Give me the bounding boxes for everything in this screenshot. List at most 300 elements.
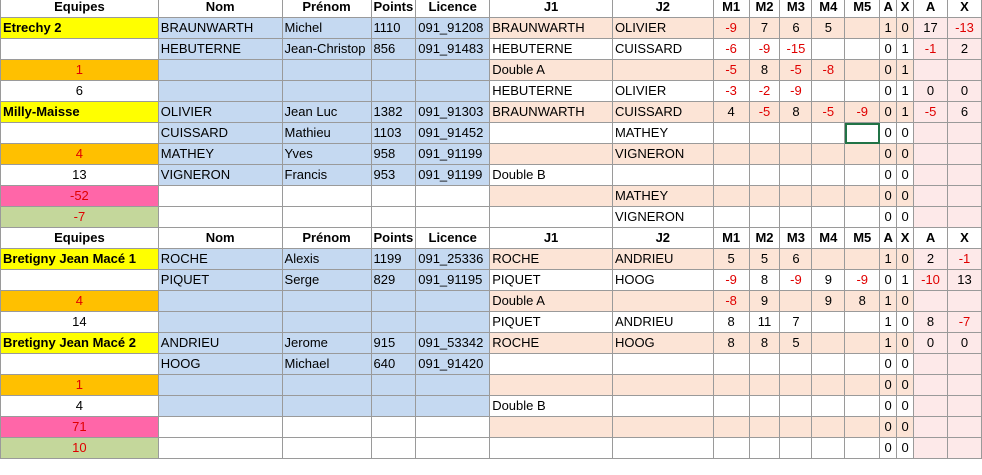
player-nom[interactable]: BRAUNWARTH: [158, 18, 282, 39]
manche-score[interactable]: 7: [749, 18, 780, 39]
manche-score[interactable]: -3: [713, 81, 749, 102]
match-j1[interactable]: PIQUET: [490, 270, 613, 291]
manche-score[interactable]: [713, 396, 749, 417]
result-a[interactable]: 0: [880, 60, 897, 81]
cell[interactable]: [371, 186, 416, 207]
player-prenom[interactable]: Michel: [282, 18, 371, 39]
column-header[interactable]: M1: [713, 0, 749, 18]
total-a[interactable]: -1: [914, 39, 948, 60]
player-prenom[interactable]: [282, 60, 371, 81]
match-j2[interactable]: VIGNERON: [612, 144, 713, 165]
cell[interactable]: [282, 438, 371, 459]
player-prenom[interactable]: Yves: [282, 144, 371, 165]
column-header[interactable]: M4: [812, 0, 845, 18]
team-points[interactable]: 4: [1, 396, 159, 417]
manche-score[interactable]: [749, 354, 780, 375]
player-prenom[interactable]: Alexis: [282, 249, 371, 270]
match-j1[interactable]: [490, 375, 613, 396]
manche-score[interactable]: [780, 438, 812, 459]
result-a[interactable]: 0: [880, 438, 897, 459]
match-j2[interactable]: [612, 291, 713, 312]
cell[interactable]: [282, 186, 371, 207]
player-nom[interactable]: [158, 60, 282, 81]
column-header[interactable]: Prénom: [282, 0, 371, 18]
player-prenom[interactable]: [282, 312, 371, 333]
cell[interactable]: [1, 39, 159, 60]
result-a[interactable]: 1: [880, 333, 897, 354]
manche-score[interactable]: [845, 18, 880, 39]
manche-score[interactable]: [780, 291, 812, 312]
manche-score[interactable]: -2: [749, 81, 780, 102]
manche-score[interactable]: 5: [713, 249, 749, 270]
manche-score[interactable]: [780, 354, 812, 375]
player-prenom[interactable]: Jerome: [282, 333, 371, 354]
player-points[interactable]: 953: [371, 165, 416, 186]
player-nom[interactable]: ANDRIEU: [158, 333, 282, 354]
player-prenom[interactable]: Serge: [282, 270, 371, 291]
player-nom[interactable]: PIQUET: [158, 270, 282, 291]
manche-score[interactable]: -6: [713, 39, 749, 60]
match-j2[interactable]: MATHEY: [612, 186, 713, 207]
player-points[interactable]: 915: [371, 333, 416, 354]
manche-score[interactable]: 5: [780, 333, 812, 354]
column-header[interactable]: M1: [713, 228, 749, 249]
column-header[interactable]: Prénom: [282, 228, 371, 249]
manche-score[interactable]: [749, 417, 780, 438]
match-j1[interactable]: Double A: [490, 291, 613, 312]
player-licence[interactable]: 091_91195: [416, 270, 490, 291]
result-a[interactable]: 0: [880, 354, 897, 375]
column-header[interactable]: M2: [749, 228, 780, 249]
cell[interactable]: [1, 123, 159, 144]
manche-score[interactable]: [845, 60, 880, 81]
manche-score[interactable]: -8: [713, 291, 749, 312]
total-x[interactable]: [947, 354, 981, 375]
cell[interactable]: [416, 186, 490, 207]
match-j2[interactable]: ANDRIEU: [612, 249, 713, 270]
player-licence[interactable]: [416, 396, 490, 417]
total-x[interactable]: [947, 375, 981, 396]
manche-score[interactable]: [713, 165, 749, 186]
player-points[interactable]: [371, 81, 416, 102]
total-x[interactable]: [947, 186, 981, 207]
result-x[interactable]: 0: [897, 249, 914, 270]
manche-score[interactable]: [845, 396, 880, 417]
player-points[interactable]: 640: [371, 354, 416, 375]
manche-score[interactable]: -9: [780, 270, 812, 291]
result-a[interactable]: 0: [880, 165, 897, 186]
player-prenom[interactable]: Jean Luc: [282, 102, 371, 123]
score-diff[interactable]: 10: [1, 438, 159, 459]
column-header[interactable]: Points: [371, 228, 416, 249]
column-header[interactable]: X: [897, 0, 914, 18]
player-nom[interactable]: [158, 81, 282, 102]
player-points[interactable]: 829: [371, 270, 416, 291]
manche-score[interactable]: [749, 375, 780, 396]
result-a[interactable]: 0: [880, 375, 897, 396]
result-a[interactable]: 1: [880, 18, 897, 39]
total-x[interactable]: 6: [947, 102, 981, 123]
column-header[interactable]: M5: [845, 228, 880, 249]
match-j2[interactable]: VIGNERON: [612, 207, 713, 228]
result-x[interactable]: 0: [897, 354, 914, 375]
manche-score[interactable]: [812, 144, 845, 165]
total-a[interactable]: [914, 186, 948, 207]
manche-score[interactable]: [780, 123, 812, 144]
total-x[interactable]: [947, 60, 981, 81]
player-points[interactable]: 958: [371, 144, 416, 165]
manche-score[interactable]: [812, 186, 845, 207]
manche-score[interactable]: 9: [749, 291, 780, 312]
match-j2[interactable]: [612, 375, 713, 396]
match-j1[interactable]: [490, 144, 613, 165]
column-header[interactable]: J1: [490, 0, 613, 18]
cell[interactable]: [158, 417, 282, 438]
result-x[interactable]: 1: [897, 39, 914, 60]
cell[interactable]: [416, 417, 490, 438]
manche-score[interactable]: [812, 312, 845, 333]
column-header[interactable]: Equipes: [1, 228, 159, 249]
total-x[interactable]: [947, 396, 981, 417]
match-j2[interactable]: [612, 60, 713, 81]
total-x[interactable]: 13: [947, 270, 981, 291]
total-x[interactable]: -13: [947, 18, 981, 39]
player-licence[interactable]: 091_53342: [416, 333, 490, 354]
match-j2[interactable]: MATHEY: [612, 123, 713, 144]
result-a[interactable]: 0: [880, 207, 897, 228]
player-prenom[interactable]: [282, 291, 371, 312]
match-j2[interactable]: OLIVIER: [612, 81, 713, 102]
manche-score[interactable]: [780, 207, 812, 228]
column-header[interactable]: M3: [780, 228, 812, 249]
match-j1[interactable]: Double B: [490, 396, 613, 417]
player-prenom[interactable]: [282, 396, 371, 417]
column-header[interactable]: M2: [749, 0, 780, 18]
player-points[interactable]: 1199: [371, 249, 416, 270]
column-header[interactable]: M5: [845, 0, 880, 18]
team-score[interactable]: 4: [1, 144, 159, 165]
cell[interactable]: [282, 207, 371, 228]
manche-score[interactable]: [749, 123, 780, 144]
manche-score[interactable]: 5: [749, 249, 780, 270]
player-points[interactable]: [371, 396, 416, 417]
player-licence[interactable]: 091_91199: [416, 144, 490, 165]
manche-score[interactable]: [780, 417, 812, 438]
result-x[interactable]: 0: [897, 438, 914, 459]
player-licence[interactable]: 091_91483: [416, 39, 490, 60]
match-j2[interactable]: CUISSARD: [612, 39, 713, 60]
total-a[interactable]: [914, 291, 948, 312]
result-a[interactable]: 1: [880, 291, 897, 312]
manche-score[interactable]: [845, 312, 880, 333]
manche-score[interactable]: -5: [780, 60, 812, 81]
cell[interactable]: [416, 207, 490, 228]
manche-score[interactable]: 4: [713, 102, 749, 123]
manche-score[interactable]: -8: [812, 60, 845, 81]
manche-score[interactable]: 6: [780, 249, 812, 270]
match-j1[interactable]: Double B: [490, 165, 613, 186]
total-a[interactable]: [914, 417, 948, 438]
result-x[interactable]: 1: [897, 102, 914, 123]
manche-score[interactable]: [749, 207, 780, 228]
total-x[interactable]: [947, 207, 981, 228]
match-j1[interactable]: PIQUET: [490, 312, 613, 333]
manche-score[interactable]: [780, 396, 812, 417]
player-licence[interactable]: [416, 375, 490, 396]
manche-score[interactable]: [749, 396, 780, 417]
total-a[interactable]: [914, 165, 948, 186]
player-points[interactable]: 1110: [371, 18, 416, 39]
match-j2[interactable]: [612, 165, 713, 186]
total-a[interactable]: 2: [914, 249, 948, 270]
match-j1[interactable]: ROCHE: [490, 333, 613, 354]
player-points[interactable]: 1103: [371, 123, 416, 144]
team-name[interactable]: Etrechy 2: [1, 18, 159, 39]
result-a[interactable]: 0: [880, 417, 897, 438]
score-diff[interactable]: -52: [1, 186, 159, 207]
player-points[interactable]: 1382: [371, 102, 416, 123]
player-licence[interactable]: [416, 291, 490, 312]
match-j2[interactable]: [612, 417, 713, 438]
manche-score[interactable]: -5: [812, 102, 845, 123]
column-header[interactable]: J2: [612, 228, 713, 249]
result-x[interactable]: 0: [897, 207, 914, 228]
total-x[interactable]: 2: [947, 39, 981, 60]
column-header[interactable]: Licence: [416, 0, 490, 18]
manche-score[interactable]: [749, 144, 780, 165]
result-a[interactable]: 0: [880, 396, 897, 417]
player-points[interactable]: [371, 375, 416, 396]
player-licence[interactable]: [416, 312, 490, 333]
manche-score[interactable]: [713, 186, 749, 207]
team-score[interactable]: 1: [1, 375, 159, 396]
manche-score[interactable]: 8: [749, 60, 780, 81]
column-header[interactable]: J1: [490, 228, 613, 249]
manche-score[interactable]: [713, 438, 749, 459]
manche-score[interactable]: [780, 165, 812, 186]
total-a[interactable]: 0: [914, 333, 948, 354]
manche-score[interactable]: 9: [812, 291, 845, 312]
match-j1[interactable]: BRAUNWARTH: [490, 18, 613, 39]
manche-score[interactable]: -5: [713, 60, 749, 81]
team-name[interactable]: Bretigny Jean Macé 1: [1, 249, 159, 270]
result-a[interactable]: 0: [880, 81, 897, 102]
column-header[interactable]: Equipes: [1, 0, 159, 18]
column-header[interactable]: X: [947, 228, 981, 249]
cell[interactable]: [416, 438, 490, 459]
match-j1[interactable]: HEBUTERNE: [490, 81, 613, 102]
column-header[interactable]: A: [880, 0, 897, 18]
manche-score[interactable]: [749, 165, 780, 186]
manche-score[interactable]: [845, 165, 880, 186]
total-a[interactable]: [914, 438, 948, 459]
manche-score[interactable]: [749, 186, 780, 207]
manche-score[interactable]: 8: [845, 291, 880, 312]
total-a[interactable]: [914, 123, 948, 144]
cell[interactable]: [158, 207, 282, 228]
player-points[interactable]: [371, 60, 416, 81]
result-x[interactable]: 0: [897, 123, 914, 144]
column-header[interactable]: X: [897, 228, 914, 249]
match-j1[interactable]: [490, 207, 613, 228]
column-header[interactable]: Nom: [158, 0, 282, 18]
manche-score[interactable]: [713, 123, 749, 144]
match-j2[interactable]: OLIVIER: [612, 18, 713, 39]
match-j1[interactable]: [490, 186, 613, 207]
match-j1[interactable]: ROCHE: [490, 249, 613, 270]
total-a[interactable]: [914, 144, 948, 165]
manche-score[interactable]: [845, 186, 880, 207]
result-x[interactable]: 0: [897, 186, 914, 207]
result-a[interactable]: 1: [880, 312, 897, 333]
manche-score[interactable]: -9: [749, 39, 780, 60]
result-x[interactable]: 0: [897, 396, 914, 417]
manche-score[interactable]: [845, 333, 880, 354]
column-header[interactable]: Points: [371, 0, 416, 18]
total-x[interactable]: [947, 291, 981, 312]
manche-score[interactable]: 5: [812, 18, 845, 39]
manche-score[interactable]: [845, 123, 880, 144]
result-a[interactable]: 0: [880, 186, 897, 207]
total-a[interactable]: -5: [914, 102, 948, 123]
match-j1[interactable]: [490, 123, 613, 144]
team-name[interactable]: Milly-Maisse: [1, 102, 159, 123]
manche-score[interactable]: [812, 396, 845, 417]
manche-score[interactable]: [749, 438, 780, 459]
total-a[interactable]: 8: [914, 312, 948, 333]
column-header[interactable]: A: [914, 0, 948, 18]
column-header[interactable]: X: [947, 0, 981, 18]
player-nom[interactable]: OLIVIER: [158, 102, 282, 123]
player-licence[interactable]: 091_91303: [416, 102, 490, 123]
result-a[interactable]: 0: [880, 144, 897, 165]
player-licence[interactable]: 091_91199: [416, 165, 490, 186]
manche-score[interactable]: [713, 207, 749, 228]
manche-score[interactable]: [812, 438, 845, 459]
manche-score[interactable]: [845, 249, 880, 270]
manche-score[interactable]: [780, 375, 812, 396]
manche-score[interactable]: 7: [780, 312, 812, 333]
manche-score[interactable]: [845, 375, 880, 396]
manche-score[interactable]: [845, 207, 880, 228]
match-j1[interactable]: [490, 438, 613, 459]
manche-score[interactable]: -9: [713, 18, 749, 39]
player-nom[interactable]: [158, 291, 282, 312]
total-a[interactable]: 0: [914, 81, 948, 102]
total-x[interactable]: [947, 417, 981, 438]
manche-score[interactable]: [713, 417, 749, 438]
match-j1[interactable]: HEBUTERNE: [490, 39, 613, 60]
total-a[interactable]: -10: [914, 270, 948, 291]
player-nom[interactable]: ROCHE: [158, 249, 282, 270]
column-header[interactable]: J2: [612, 0, 713, 18]
manche-score[interactable]: [812, 81, 845, 102]
match-j1[interactable]: [490, 354, 613, 375]
result-x[interactable]: 0: [897, 291, 914, 312]
match-j2[interactable]: [612, 396, 713, 417]
team-points[interactable]: 6: [1, 81, 159, 102]
match-j1[interactable]: BRAUNWARTH: [490, 102, 613, 123]
manche-score[interactable]: [713, 354, 749, 375]
score-diff[interactable]: 71: [1, 417, 159, 438]
match-j2[interactable]: HOOG: [612, 270, 713, 291]
manche-score[interactable]: [845, 354, 880, 375]
manche-score[interactable]: [780, 144, 812, 165]
player-licence[interactable]: [416, 81, 490, 102]
result-x[interactable]: 0: [897, 417, 914, 438]
match-j2[interactable]: ANDRIEU: [612, 312, 713, 333]
manche-score[interactable]: [845, 417, 880, 438]
total-a[interactable]: 17: [914, 18, 948, 39]
player-points[interactable]: [371, 312, 416, 333]
player-licence[interactable]: 091_91420: [416, 354, 490, 375]
total-a[interactable]: [914, 396, 948, 417]
result-a[interactable]: 0: [880, 102, 897, 123]
manche-score[interactable]: 8: [713, 333, 749, 354]
total-x[interactable]: [947, 144, 981, 165]
manche-score[interactable]: [812, 165, 845, 186]
player-prenom[interactable]: Francis: [282, 165, 371, 186]
manche-score[interactable]: 9: [812, 270, 845, 291]
result-a[interactable]: 0: [880, 123, 897, 144]
result-x[interactable]: 1: [897, 270, 914, 291]
player-prenom[interactable]: Michael: [282, 354, 371, 375]
manche-score[interactable]: -9: [845, 270, 880, 291]
total-a[interactable]: [914, 375, 948, 396]
score-diff[interactable]: -7: [1, 207, 159, 228]
total-x[interactable]: [947, 438, 981, 459]
manche-score[interactable]: 8: [749, 333, 780, 354]
manche-score[interactable]: 6: [780, 18, 812, 39]
cell[interactable]: [158, 438, 282, 459]
team-points[interactable]: 13: [1, 165, 159, 186]
player-licence[interactable]: 091_91452: [416, 123, 490, 144]
manche-score[interactable]: [812, 39, 845, 60]
match-j2[interactable]: CUISSARD: [612, 102, 713, 123]
total-x[interactable]: [947, 123, 981, 144]
total-a[interactable]: [914, 207, 948, 228]
column-header[interactable]: Nom: [158, 228, 282, 249]
player-licence[interactable]: [416, 60, 490, 81]
team-score[interactable]: 4: [1, 291, 159, 312]
column-header[interactable]: Licence: [416, 228, 490, 249]
manche-score[interactable]: [812, 375, 845, 396]
manche-score[interactable]: 11: [749, 312, 780, 333]
column-header[interactable]: A: [914, 228, 948, 249]
cell[interactable]: [1, 270, 159, 291]
column-header[interactable]: M4: [812, 228, 845, 249]
manche-score[interactable]: [812, 354, 845, 375]
player-licence[interactable]: 091_25336: [416, 249, 490, 270]
manche-score[interactable]: -9: [780, 81, 812, 102]
manche-score[interactable]: -15: [780, 39, 812, 60]
result-x[interactable]: 0: [897, 312, 914, 333]
player-licence[interactable]: 091_91208: [416, 18, 490, 39]
result-a[interactable]: 1: [880, 249, 897, 270]
player-nom[interactable]: [158, 312, 282, 333]
column-header[interactable]: M3: [780, 0, 812, 18]
player-nom[interactable]: HOOG: [158, 354, 282, 375]
manche-score[interactable]: [845, 438, 880, 459]
manche-score[interactable]: [845, 81, 880, 102]
manche-score[interactable]: [780, 186, 812, 207]
result-x[interactable]: 0: [897, 375, 914, 396]
result-a[interactable]: 0: [880, 270, 897, 291]
total-x[interactable]: 0: [947, 333, 981, 354]
match-j1[interactable]: Double A: [490, 60, 613, 81]
manche-score[interactable]: [812, 417, 845, 438]
player-prenom[interactable]: [282, 81, 371, 102]
